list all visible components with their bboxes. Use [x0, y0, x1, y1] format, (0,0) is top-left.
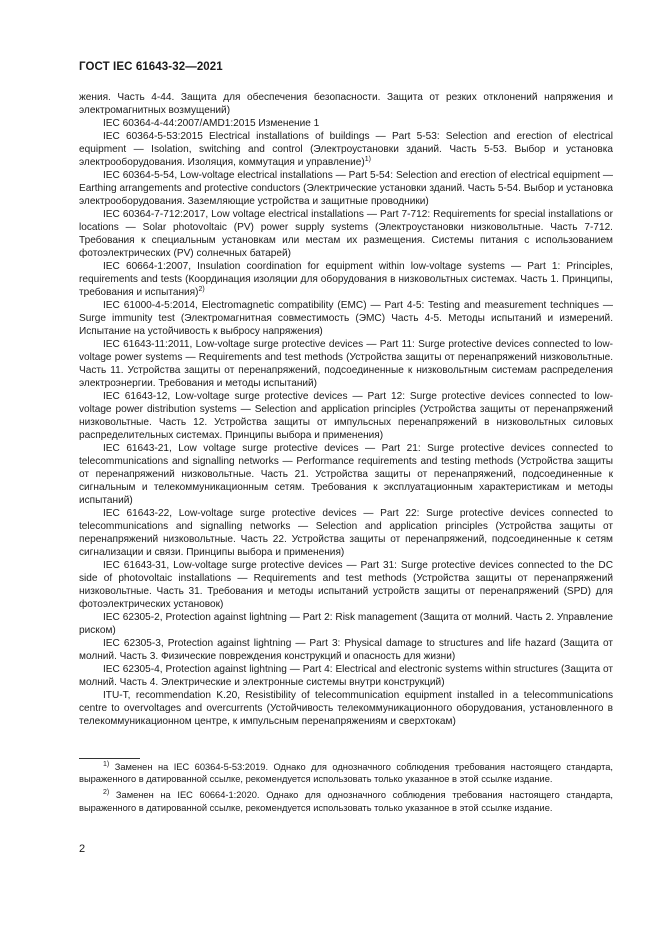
reference-item — [79, 260, 613, 299]
reference-text: IEC 60364-5-53:2015 Electrical installations of buildings — Part 5-53: Selection and erection of electrical equipment — Isolation, switching and control (Электроустановки зданий. Часть 5-53. Выбор и установка электрооборудования. Изоляция, коммутация и управление) — [79, 131, 613, 168]
footnote-number: 2) — [103, 789, 110, 797]
footnote-marker: 2) — [198, 286, 205, 293]
footnote-text: Заменен на IEC 60364-5-53:2019. Однако для однозначного соблюдения требования настоящего стандарта, выраженного в датированной ссылке, рекомендуется использовать только указанное в этой ссылке издание. — [79, 762, 613, 785]
reference-item — [79, 442, 613, 507]
reference-text: IEC 61000-4-5:2014, Electromagnetic compatibility (EMC) — Part 4-5: Testing and measurement techniques — Surge immunity test (Электромагнитная совместимость (ЭМС) Часть 4-5. Методы испытаний и измерений. Испытание на устойчивость к выбросу напряжения) — [79, 300, 613, 337]
reference-item — [79, 663, 613, 689]
reference-text: ITU-T, recommendation K.20, Resistibility of telecommunication equipment installed in a telecommunications centre to overvoltages and overcurrents (Устойчивость телекоммуникационного оборудования, установленного в телекоммуникационном центре, к импульсным перенапряжениям и сверхтокам) — [79, 690, 613, 727]
reference-text: IEC 62305-2, Protection against lightning — Part 2: Risk management (Защита от молний. Часть 2. Управление риском) — [79, 612, 613, 636]
reference-item — [79, 208, 613, 260]
standard-header: ГОСТ IEC 61643-32—2021 — [79, 61, 223, 73]
footnote-separator — [79, 758, 140, 759]
reference-text: IEC 60364-4-44:2007/AMD1:2015 Изменение 1 — [103, 118, 320, 129]
reference-item — [79, 299, 613, 338]
footnote-item — [79, 761, 613, 785]
reference-item — [79, 507, 613, 559]
footnote-marker: 1) — [364, 156, 371, 163]
page-number: 2 — [79, 843, 86, 855]
reference-text: IEC 61643-21, Low voltage surge protective devices — Part 21: Surge protective devices connected to telecommunications and signalling networks — Performance requirements and testing methods (Устройства защиты от перенапряжений низковольтные. Часть 21. Устройства защиты от перенапряжений, подсоединенные к сигнальным и телекоммуникационным сетям. Требования к эксплуатационным характеристикам и методы испытаний) — [79, 443, 613, 506]
references-list — [79, 117, 613, 728]
reference-item — [79, 117, 613, 130]
reference-text: IEC 61643-31, Low-voltage surge protective devices — Part 31: Surge protective devices connected to the DC side of photovoltaic installations — Requirements and test methods (Устройства защиты от перенапряжений низковольтные. Часть 31. Требования и методы испытаний устройств защиты от перенапряжений (SPD) для фотоэлектрических установок) — [79, 560, 613, 610]
footnotes — [79, 761, 613, 818]
reference-item — [79, 390, 613, 442]
reference-item — [79, 637, 613, 663]
reference-text: IEC 62305-3, Protection against lightning — Part 3: Physical damage to structures and life hazard (Защита от молний. Часть 3. Физические повреждения конструкций и опасность для жизни) — [79, 638, 613, 662]
reference-item — [79, 689, 613, 728]
reference-text: IEC 61643-11:2011, Low-voltage surge protective devices — Part 11: Surge protective devices connected to low-voltage power systems — Requirements and test methods (Устройства защиты от перенапряжений низковольтные. Часть 11. Устройства защиты от перенапряжений, подсоединенные к низковольтным системам распределения электроэнергии. Требования и методы испытаний) — [79, 339, 613, 389]
reference-item — [79, 611, 613, 637]
reference-item — [79, 559, 613, 611]
footnote-item — [79, 789, 613, 813]
footnote-text: Заменен на IEC 60664-1:2020. Однако для однозначного соблюдения требования настоящего стандарта, выраженного в датированной ссылке, рекомендуется использовать только указанное в этой ссылке издание. — [79, 790, 613, 813]
reference-item — [79, 130, 613, 169]
reference-text: IEC 61643-12, Low-voltage surge protective devices — Part 12: Surge protective devices connected to low-voltage power distribution systems — Selection and application principles (Устройства защиты от перенапряжений низковольтные. Часть 12. Устройства защиты от импульсных перенапряжений в низковольтных силовых распределительных системах. Принципы выбора и применения) — [79, 391, 613, 441]
reference-text: IEC 62305-4, Protection against lightning — Part 4: Electrical and electronic systems within structures (Защита от молний. Часть 4. Электрические и электронные системы внутри конструкций) — [79, 664, 613, 688]
reference-text: IEC 60364-7-712:2017, Low voltage electrical installations — Part 7-712: Requirements for special installations or locations — Solar photovoltaic (PV) power supply systems (Электроустановки низковольтные. Часть 7-712. Требования к специальным установкам или местам их размещения. Системы питания с использованием фотоэлектрических (PV) солнечных батарей) — [79, 209, 613, 259]
reference-item — [79, 169, 613, 208]
reference-text: IEC 60664-1:2007, Insulation coordination for equipment within low-voltage systems — Part 1: Principles, requirements and tests (Координация изоляции для оборудования в низковольтных системах. Часть 1. Принципы, требования и испытания) — [79, 261, 613, 298]
continuation-paragraph: жения. Часть 4-44. Защита для обеспечения безопасности. Защита от резких отклонений напряжения и электромагнитных возмущений) — [79, 92, 613, 116]
reference-item — [79, 338, 613, 390]
body-text — [79, 91, 613, 728]
footnote-number: 1) — [103, 761, 110, 768]
reference-text: IEC 60364-5-54, Low-voltage electrical installations — Part 5-54: Selection and erection of electrical equipment — Earthing arrangements and protective conductors (Электрические установки зданий. Часть 5-54. Выбор и установка электрооборудования. Заземляющие устройства и защитные проводники) — [79, 170, 613, 207]
reference-text: IEC 61643-22, Low-voltage surge protective devices — Part 22: Surge protective devices connected to telecommunications and signalling networks — Selection and application principles (Устройства защиты от перенапряжений низковольтные. Часть 22. Устройства защиты от перенапряжений, подсоединенные к сетям сигнализации и связи. Принципы выбора и применения) — [79, 508, 613, 558]
